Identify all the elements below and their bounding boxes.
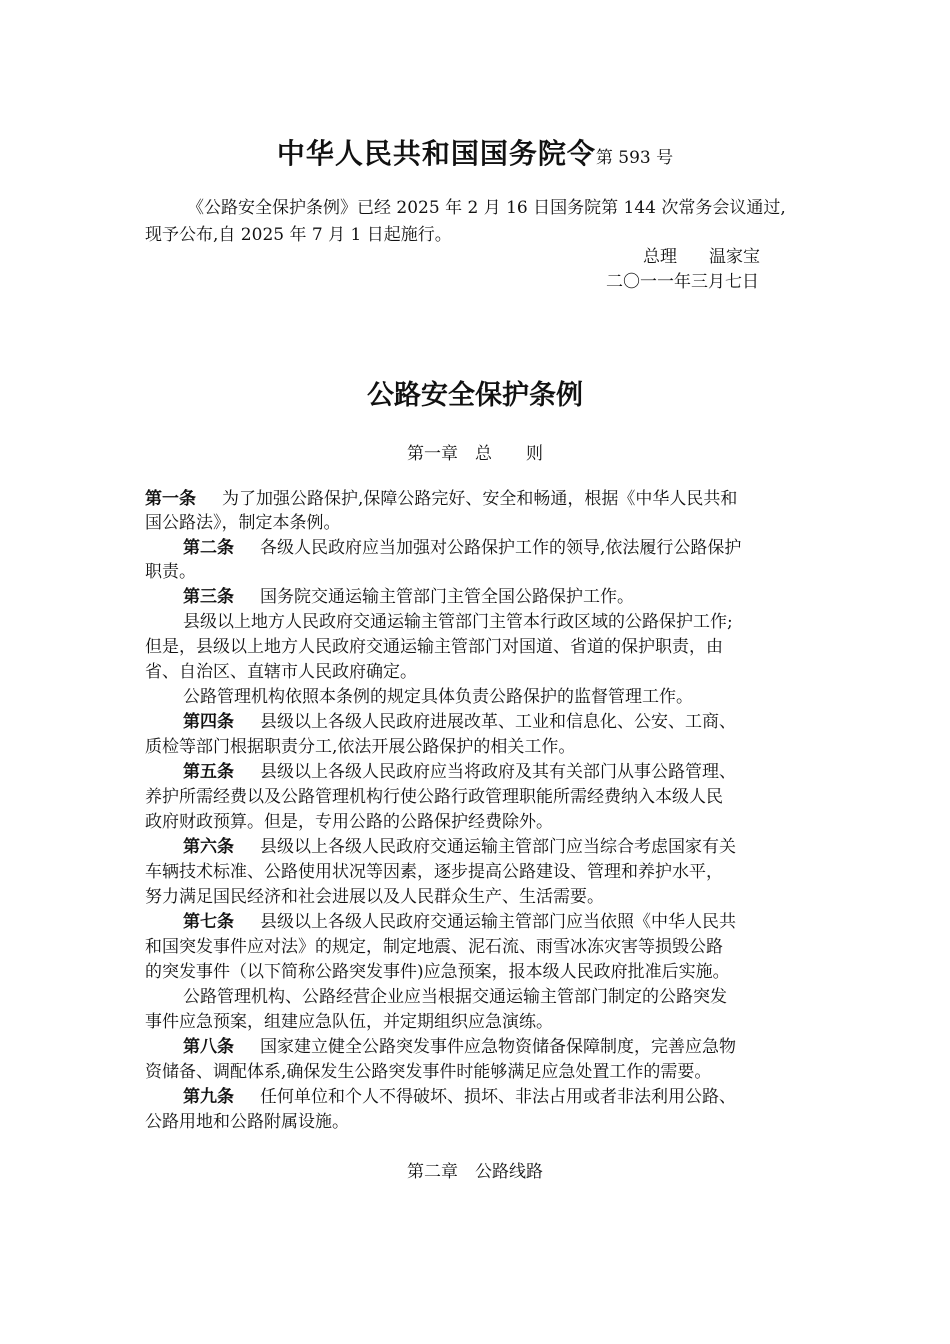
article-7-text: 县级以上各级人民政府交通运输主管部门应当依照《中华人民共 [260,912,736,932]
article-1-line-1 [145,487,737,511]
article-9-line-1 [183,1085,736,1109]
decree-number: 第 593 号 [595,148,674,168]
chapter-heading-2: 第二章 公路线路 [407,1162,543,1182]
article-8-line-2: 资储备、调配体系,确保发生公路突发事件时能够满足应急处置工作的需要。 [145,1062,712,1082]
article-6-line-3: 努力满足国民经济和社会进展以及人民群众生产、生活需要。 [145,887,604,907]
article-9-label: 第九条 [183,1087,234,1107]
article-5-line-2: 养护所需经费以及公路管理机构行使公路行政管理职能所需经费纳入本级人民 [145,787,723,807]
article-9-text: 任何单位和个人不得破坏、损坏、非法占用或者非法利用公路、 [260,1087,736,1107]
article-3-line-1 [183,585,634,609]
article-7-line-3: 的突发事件（以下简称公路突发事件)应急预案，报本级人民政府批准后实施。 [145,962,730,982]
article-3-line-4: 省、自治区、直辖市人民政府确定。 [145,662,417,682]
article-6-text: 县级以上各级人民政府交通运输主管部门应当综合考虑国家有关 [260,837,736,857]
decree-body-line2: 现予公布,自 2025 年 7 月 1 日起施行。 [145,225,452,245]
article-2-line-2: 职责。 [145,562,196,582]
article-2-line-1 [183,536,741,560]
article-1-text: 为了加强公路保护,保障公路完好、安全和畅通，根据《中华人民共和 [222,489,738,509]
article-8-text: 国家建立健全公路突发事件应急物资储备保障制度，完善应急物 [260,1037,736,1057]
chapter-heading-1: 第一章 总 则 [407,444,543,464]
article-6-line-2: 车辆技术标准、公路使用状况等因素，逐步提高公路建设、管理和养护水平， [145,862,723,882]
signer-name: 温家宝 [709,247,760,267]
signer-role: 总理 [643,247,677,267]
article-5-line-1 [183,760,736,784]
article-1-line-2: 国公路法》，制定本条例。 [145,513,341,533]
article-7-line-2: 和国突发事件应对法》的规定，制定地震、泥石流、雨雪冰冻灾害等损毁公路 [145,937,723,957]
article-8-label: 第八条 [183,1037,234,1057]
decree-body-line1: 《公路安全保护条例》已经 2025 年 2 月 16 日国务院第 144 次常务会议通过, [187,198,786,218]
article-2-label: 第二条 [183,538,234,558]
article-3-label: 第三条 [183,587,234,607]
article-7-label: 第七条 [183,912,234,932]
decree-date: 二〇一一年三月七日 [606,272,759,292]
article-5-text: 县级以上各级人民政府应当将政府及其有关部门从事公路管理、 [260,762,736,782]
decree-title-text: 中华人民共和国国务院令 [276,137,596,170]
article-1-label: 第一条 [145,489,196,509]
article-3-text: 国务院交通运输主管部门主管全国公路保护工作。 [260,587,634,607]
article-7-line-4: 公路管理机构、公路经营企业应当根据交通运输主管部门制定的公路突发 [183,987,727,1007]
article-4-label: 第四条 [183,712,234,732]
document-title: 公路安全保护条例 [367,380,583,411]
article-3-line-5: 公路管理机构依照本条例的规定具体负责公路保护的监督管理工作。 [183,687,693,707]
article-7-line-5: 事件应急预案，组建应急队伍，并定期组织应急演练。 [145,1012,553,1032]
article-4-line-1 [183,710,736,734]
article-3-line-2: 县级以上地方人民政府交通运输主管部门主管本行政区域的公路保护工作; [183,612,733,632]
article-8-line-1 [183,1035,736,1059]
article-6-line-1 [183,835,736,859]
article-5-label: 第五条 [183,762,234,782]
article-9-line-2: 公路用地和公路附属设施。 [145,1112,349,1132]
article-4-line-2: 质检等部门根据职责分工,依法开展公路保护的相关工作。 [145,737,576,757]
article-5-line-3: 政府财政预算。但是，专用公路的公路保护经费除外。 [145,812,553,832]
article-2-text: 各级人民政府应当加强对公路保护工作的领导,依法履行公路保护 [260,538,742,558]
article-3-line-3: 但是，县级以上地方人民政府交通运输主管部门对国道、省道的保护职责，由 [145,637,723,657]
article-7-line-1 [183,910,736,934]
article-4-text: 县级以上各级人民政府进展改革、工业和信息化、公安、工商、 [260,712,736,732]
article-6-label: 第六条 [183,837,234,857]
decree-title [0,132,950,172]
